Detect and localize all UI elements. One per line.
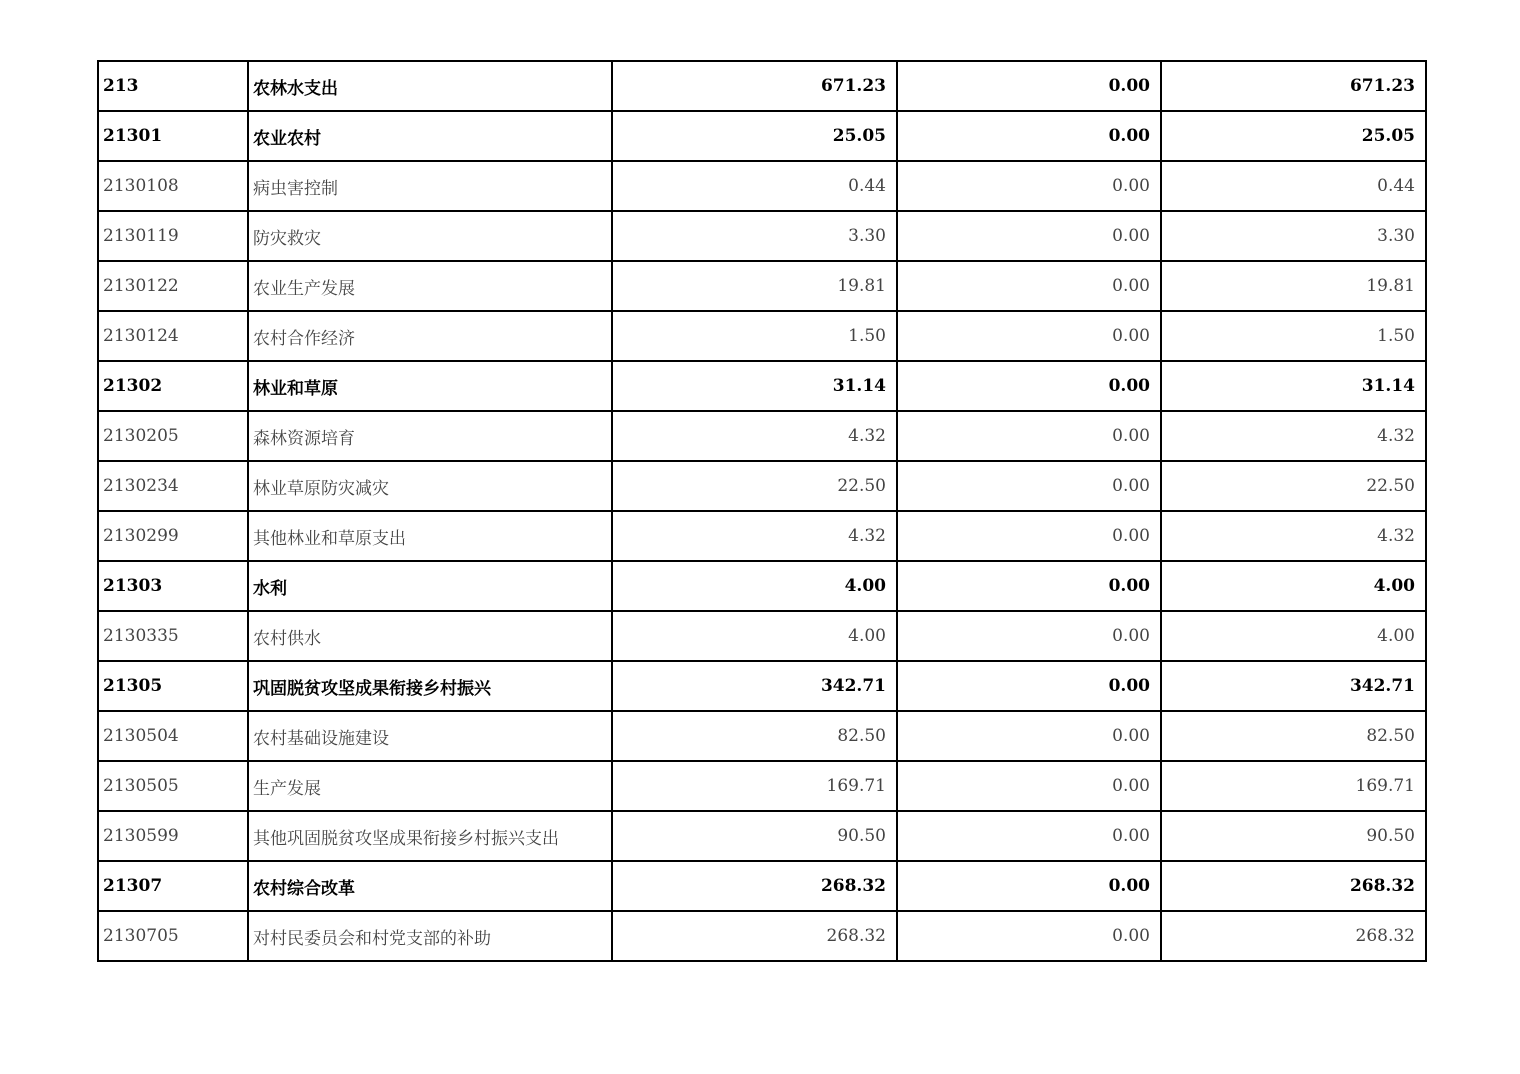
- total-amount-cell: 22.50: [612, 461, 897, 511]
- total-amount-cell: 3.30: [612, 211, 897, 261]
- table-row: [98, 611, 1426, 661]
- subject-code-cell: 21307: [98, 861, 248, 911]
- table-row: [98, 861, 1426, 911]
- table-row: [98, 61, 1426, 111]
- basic-expenditure-cell: 0.00: [897, 211, 1161, 261]
- table-row: [98, 361, 1426, 411]
- subject-code-cell: 2130234: [98, 461, 248, 511]
- table-row: [98, 211, 1426, 261]
- total-amount-cell: 4.00: [612, 611, 897, 661]
- subject-code-cell: 2130108: [98, 161, 248, 211]
- subject-name-cell: 农林水支出: [248, 61, 612, 111]
- subject-name-cell: 林业草原防灾减灾: [248, 461, 612, 511]
- total-amount-cell: 4.00: [612, 561, 897, 611]
- project-expenditure-cell: 4.32: [1161, 511, 1426, 561]
- subject-code-cell: 2130119: [98, 211, 248, 261]
- budget-table-body: [98, 61, 1426, 961]
- subject-name-cell: 对村民委员会和村党支部的补助: [248, 911, 612, 961]
- basic-expenditure-cell: 0.00: [897, 61, 1161, 111]
- table-row: [98, 561, 1426, 611]
- basic-expenditure-cell: 0.00: [897, 611, 1161, 661]
- project-expenditure-cell: 3.30: [1161, 211, 1426, 261]
- subject-name-cell: 病虫害控制: [248, 161, 612, 211]
- table-row: [98, 661, 1426, 711]
- project-expenditure-cell: 31.14: [1161, 361, 1426, 411]
- total-amount-cell: 268.32: [612, 911, 897, 961]
- subject-name-cell: 其他林业和草原支出: [248, 511, 612, 561]
- subject-code-cell: 2130205: [98, 411, 248, 461]
- project-expenditure-cell: 0.44: [1161, 161, 1426, 211]
- project-expenditure-cell: 82.50: [1161, 711, 1426, 761]
- total-amount-cell: 342.71: [612, 661, 897, 711]
- subject-code-cell: 213: [98, 61, 248, 111]
- total-amount-cell: 4.32: [612, 511, 897, 561]
- basic-expenditure-cell: 0.00: [897, 111, 1161, 161]
- subject-name-cell: 森林资源培育: [248, 411, 612, 461]
- table-row: [98, 311, 1426, 361]
- project-expenditure-cell: 268.32: [1161, 911, 1426, 961]
- basic-expenditure-cell: 0.00: [897, 511, 1161, 561]
- subject-code-cell: 2130504: [98, 711, 248, 761]
- basic-expenditure-cell: 0.00: [897, 811, 1161, 861]
- table-row: [98, 161, 1426, 211]
- project-expenditure-cell: 19.81: [1161, 261, 1426, 311]
- subject-code-cell: 21303: [98, 561, 248, 611]
- subject-name-cell: 农村基础设施建设: [248, 711, 612, 761]
- basic-expenditure-cell: 0.00: [897, 411, 1161, 461]
- project-expenditure-cell: 169.71: [1161, 761, 1426, 811]
- subject-name-cell: 农业生产发展: [248, 261, 612, 311]
- subject-code-cell: 2130705: [98, 911, 248, 961]
- basic-expenditure-cell: 0.00: [897, 161, 1161, 211]
- basic-expenditure-cell: 0.00: [897, 561, 1161, 611]
- table-row: [98, 811, 1426, 861]
- total-amount-cell: 19.81: [612, 261, 897, 311]
- subject-name-cell: 防灾救灾: [248, 211, 612, 261]
- total-amount-cell: 90.50: [612, 811, 897, 861]
- total-amount-cell: 671.23: [612, 61, 897, 111]
- project-expenditure-cell: 4.00: [1161, 611, 1426, 661]
- project-expenditure-cell: 22.50: [1161, 461, 1426, 511]
- table-row: [98, 261, 1426, 311]
- subject-name-cell: 生产发展: [248, 761, 612, 811]
- basic-expenditure-cell: 0.00: [897, 311, 1161, 361]
- subject-code-cell: 2130335: [98, 611, 248, 661]
- total-amount-cell: 31.14: [612, 361, 897, 411]
- basic-expenditure-cell: 0.00: [897, 861, 1161, 911]
- project-expenditure-cell: 268.32: [1161, 861, 1426, 911]
- table-row: [98, 111, 1426, 161]
- total-amount-cell: 82.50: [612, 711, 897, 761]
- subject-code-cell: 21301: [98, 111, 248, 161]
- budget-table: [97, 60, 1427, 962]
- table-row: [98, 411, 1426, 461]
- basic-expenditure-cell: 0.00: [897, 261, 1161, 311]
- basic-expenditure-cell: 0.00: [897, 761, 1161, 811]
- table-row: [98, 711, 1426, 761]
- total-amount-cell: 169.71: [612, 761, 897, 811]
- project-expenditure-cell: 4.32: [1161, 411, 1426, 461]
- table-row: [98, 511, 1426, 561]
- table-row: [98, 461, 1426, 511]
- total-amount-cell: 0.44: [612, 161, 897, 211]
- subject-name-cell: 农村合作经济: [248, 311, 612, 361]
- subject-name-cell: 水利: [248, 561, 612, 611]
- total-amount-cell: 25.05: [612, 111, 897, 161]
- project-expenditure-cell: 342.71: [1161, 661, 1426, 711]
- project-expenditure-cell: 671.23: [1161, 61, 1426, 111]
- total-amount-cell: 268.32: [612, 861, 897, 911]
- basic-expenditure-cell: 0.00: [897, 361, 1161, 411]
- total-amount-cell: 1.50: [612, 311, 897, 361]
- project-expenditure-cell: 4.00: [1161, 561, 1426, 611]
- subject-name-cell: 其他巩固脱贫攻坚成果衔接乡村振兴支出: [248, 811, 612, 861]
- basic-expenditure-cell: 0.00: [897, 661, 1161, 711]
- basic-expenditure-cell: 0.00: [897, 911, 1161, 961]
- subject-code-cell: 21305: [98, 661, 248, 711]
- subject-name-cell: 巩固脱贫攻坚成果衔接乡村振兴: [248, 661, 612, 711]
- basic-expenditure-cell: 0.00: [897, 711, 1161, 761]
- subject-code-cell: 21302: [98, 361, 248, 411]
- project-expenditure-cell: 1.50: [1161, 311, 1426, 361]
- subject-code-cell: 2130299: [98, 511, 248, 561]
- project-expenditure-cell: 90.50: [1161, 811, 1426, 861]
- subject-code-cell: 2130505: [98, 761, 248, 811]
- project-expenditure-cell: 25.05: [1161, 111, 1426, 161]
- subject-name-cell: 农村供水: [248, 611, 612, 661]
- subject-code-cell: 2130124: [98, 311, 248, 361]
- table-row: [98, 911, 1426, 961]
- subject-name-cell: 农业农村: [248, 111, 612, 161]
- subject-code-cell: 2130599: [98, 811, 248, 861]
- basic-expenditure-cell: 0.00: [897, 461, 1161, 511]
- total-amount-cell: 4.32: [612, 411, 897, 461]
- subject-code-cell: 2130122: [98, 261, 248, 311]
- subject-name-cell: 林业和草原: [248, 361, 612, 411]
- table-row: [98, 761, 1426, 811]
- subject-name-cell: 农村综合改革: [248, 861, 612, 911]
